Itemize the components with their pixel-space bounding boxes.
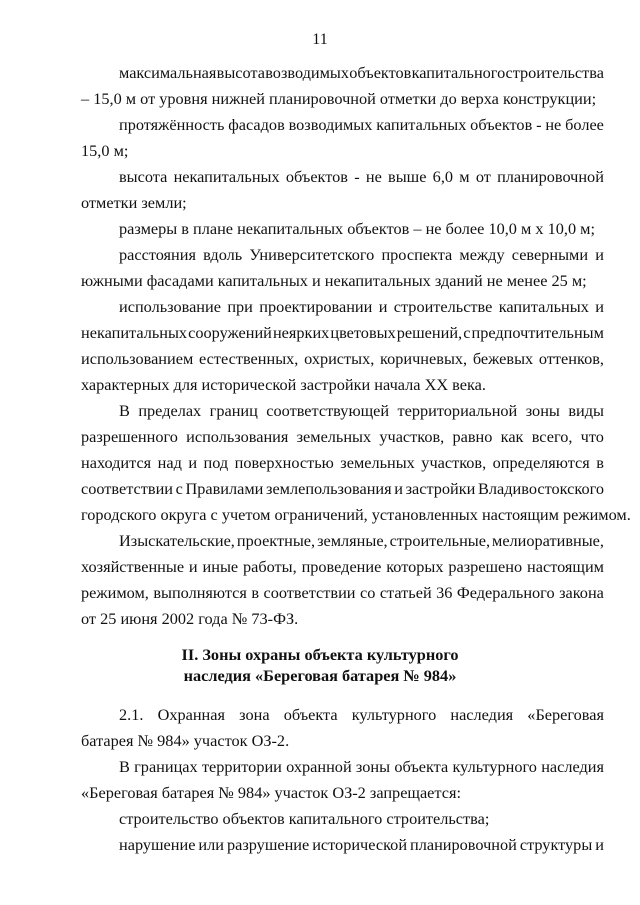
text-line: от 25 июня 2002 года № 73-ФЗ. [81,609,299,628]
text-line: южными фасадами капитальных и некапитальных зданий не менее 25 м; [81,271,587,290]
text-line: Изыскательские, проектные, земляные, строительные, мелиоративные, [119,531,604,550]
text-line: нарушение или разрушение исторической планировочной структуры и [119,835,604,854]
text-line: «Береговая батарея № 984» участок ОЗ-2 запрещается: [81,783,461,802]
text-line: использование при проектировании и строительстве капитальных и [119,297,604,316]
text-line: – 15,0 м от уровня нижней планировочной отметки до верха конструкции; [81,89,597,108]
text-line: характерных для исторической застройки начала XX века. [81,375,486,394]
page-number: 11 [312,31,328,48]
section-heading: II. Зоны охраны объекта культурного [181,645,459,664]
text-line: городского округа с учетом ограничений, установленных настоящим режимом. [81,505,631,524]
text-line: отметки земли; [81,193,187,212]
text-line: В границах территории охранной зоны объекта культурного наследия [119,757,604,776]
text-line: максимальная высота возводимых объектов капитального строительства [119,63,604,82]
text-line: соответствии с Правилами землепользования и застройки Владивостокского [81,479,604,498]
text-line: расстояния вдоль Университетского проспекта между северными и [119,245,604,264]
text-line: режимом, выполняются в соответствии со статьей 36 Федерального закона [81,583,604,602]
text-line: размеры в плане некапитальных объектов – не более 10,0 м х 10,0 м; [119,219,595,238]
text-line: использованием естественных, охристых, коричневых, бежевых оттенков, [81,349,604,368]
text-line: некапитальных сооружений неярких цветовых решений, с предпочтительным [81,323,604,342]
text-line: 2.1. Охранная зона объекта культурного наследия «Береговая [119,705,604,724]
text-line: строительство объектов капитального строительства; [119,809,490,828]
section-heading: наследия «Береговая батарея № 984» [183,666,457,685]
text-line: разрешенного использования земельных участков, равно как всего, что [81,427,604,446]
text-line: батарея № 984» участок ОЗ-2. [81,731,290,750]
text-line: 15,0 м; [81,141,129,160]
text-line: протяжённость фасадов возводимых капитальных объектов - не более [119,115,604,134]
text-line: хозяйственные и иные работы, проведение которых разрешено настоящим [81,557,604,576]
text-line: высота некапитальных объектов - не выше 6,0 м от планировочной [119,167,604,186]
text-line: В пределах границ соответствующей территориальной зоны виды [119,401,604,420]
text-line: находится над и под поверхностью земельных участков, определяются в [81,453,604,472]
